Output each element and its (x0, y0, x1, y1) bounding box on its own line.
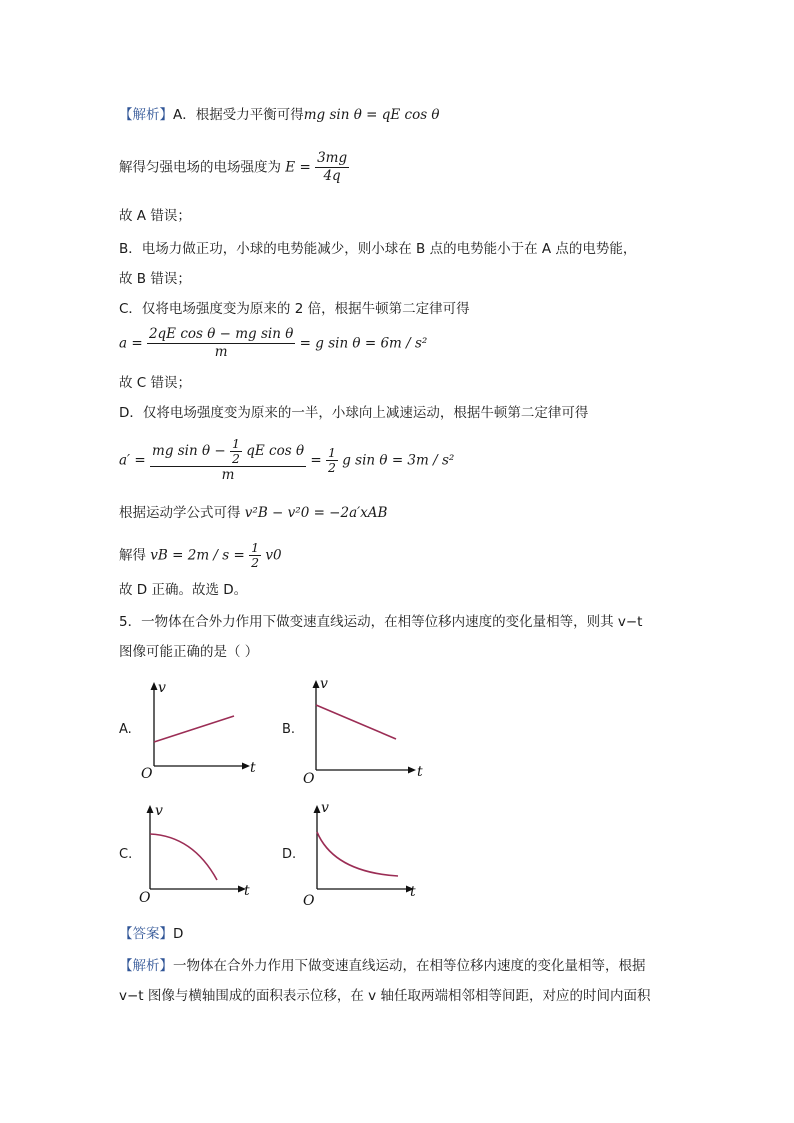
option-c-label: C. (119, 847, 133, 862)
origin-label: O (303, 771, 315, 786)
final-analysis-line2: v−t 图像与横轴围成的面积表示位移，在 v 轴任取两端相邻相等间距，对应的时间内面积 (119, 988, 651, 1004)
accel-c-line (119, 326, 427, 361)
v-label: v (158, 680, 166, 696)
text: A．根据受力平衡可得 (173, 107, 304, 123)
v-label: v (155, 803, 163, 819)
line-c: C．仅将电场强度变为原来的 2 倍，根据牛顿第二定律可得 (119, 301, 470, 317)
line-c-wrong: 故 C 错误； (119, 375, 192, 391)
question-5-line1: 5．一物体在合外力作用下做变速直线运动，在相等位移内速度的变化量相等，则其 v−t (119, 614, 643, 630)
denominator: m (221, 467, 235, 483)
accel-d-line (119, 437, 454, 484)
formula-tail: v0 (265, 547, 282, 564)
half-num: 1 (232, 436, 240, 451)
origin-label: O (139, 890, 151, 906)
v-axis-arrow (313, 680, 320, 688)
line-b: B．电场力做正功，小球的电势能减少，则小球在 B 点的电势能小于在 A 点的电势能， (119, 241, 637, 257)
analysis-line-a (119, 106, 440, 124)
graph-c (138, 800, 263, 908)
line-b-wrong: 故 B 错误； (119, 271, 191, 287)
curve-d (317, 832, 398, 876)
equals: = (310, 452, 322, 469)
fraction (315, 150, 349, 185)
denominator: m (214, 344, 228, 360)
option-a-label: A. (119, 722, 132, 737)
solve-vb-line (119, 541, 282, 570)
formula-rhs: g sin θ = 3m / s² (342, 452, 455, 469)
answer-value: D (173, 926, 184, 942)
graph-a (138, 676, 263, 784)
graph-b (300, 674, 430, 786)
line-a-wrong: 故 A 错误； (119, 208, 191, 224)
text: 一物体在合外力作用下做变速直线运动，在相等位移内速度的变化量相等，根据 (173, 958, 646, 974)
formula-lhs: a = (119, 335, 143, 352)
line-d: D．仅将电场强度变为原来的一半，小球向上减速运动，根据牛顿第二定律可得 (119, 405, 589, 421)
numerator: 3mg (317, 150, 348, 166)
text: 解得 (119, 547, 146, 564)
option-b-label: B. (282, 722, 296, 737)
v-axis-arrow (151, 682, 158, 690)
num-part-b: qE cos θ (246, 443, 305, 459)
v-label: v (320, 676, 328, 692)
kinematics-line (119, 504, 387, 522)
rhs-fraction (326, 446, 338, 475)
formula: mg sin θ = qE cos θ (303, 107, 440, 123)
option-d-label: D. (282, 847, 297, 862)
origin-label: O (303, 893, 315, 909)
text: 根据运动学公式可得 (119, 505, 241, 521)
t-label: t (417, 764, 423, 780)
rhs-num: 1 (328, 445, 336, 460)
v-axis-arrow (314, 805, 321, 813)
curve-b (316, 705, 396, 739)
half-fraction (230, 437, 242, 466)
origin-label: O (141, 766, 153, 782)
formula: vB = 2m / s = (150, 547, 245, 564)
line-d-correct: 故 D 正确。故选 D。 (119, 582, 248, 598)
t-axis-arrow (242, 763, 250, 770)
denominator: 2 (251, 555, 260, 570)
t-label: t (250, 760, 256, 776)
t-label: t (244, 883, 250, 899)
t-label: t (410, 884, 416, 900)
answer-line (119, 925, 183, 943)
field-strength-line (119, 150, 349, 185)
curve-c (150, 834, 217, 880)
fraction (147, 326, 295, 361)
t-axis-arrow (408, 767, 416, 774)
formula-rhs: = g sin θ = 6m / s² (299, 335, 428, 352)
numerator: 1 (251, 540, 260, 555)
formula: v²B − v²0 = −2a′xAB (244, 505, 388, 521)
num-part-a: mg sin θ − (152, 443, 226, 459)
half-den: 2 (232, 451, 240, 466)
v-label: v (321, 800, 329, 816)
text: 解得匀强电场的电场强度为 (119, 159, 281, 176)
numerator: 2qE cos θ − mg sin θ (148, 326, 294, 342)
fraction (150, 437, 306, 484)
denominator: 4q (323, 168, 341, 184)
fraction (249, 541, 261, 570)
v-axis-arrow (147, 805, 154, 813)
formula-lhs: E = (285, 159, 311, 176)
graph-d (300, 800, 430, 910)
analysis-tag: 【解析】 (119, 107, 173, 123)
answer-tag: 【答案】 (119, 926, 173, 942)
final-analysis-line1 (119, 957, 646, 975)
formula-lhs: a′ = (119, 452, 146, 469)
numerator (150, 437, 306, 467)
question-5-line2: 图像可能正确的是（ ） (119, 644, 259, 660)
analysis-tag: 【解析】 (119, 958, 173, 974)
curve-a (154, 716, 234, 742)
rhs-den: 2 (328, 460, 336, 475)
